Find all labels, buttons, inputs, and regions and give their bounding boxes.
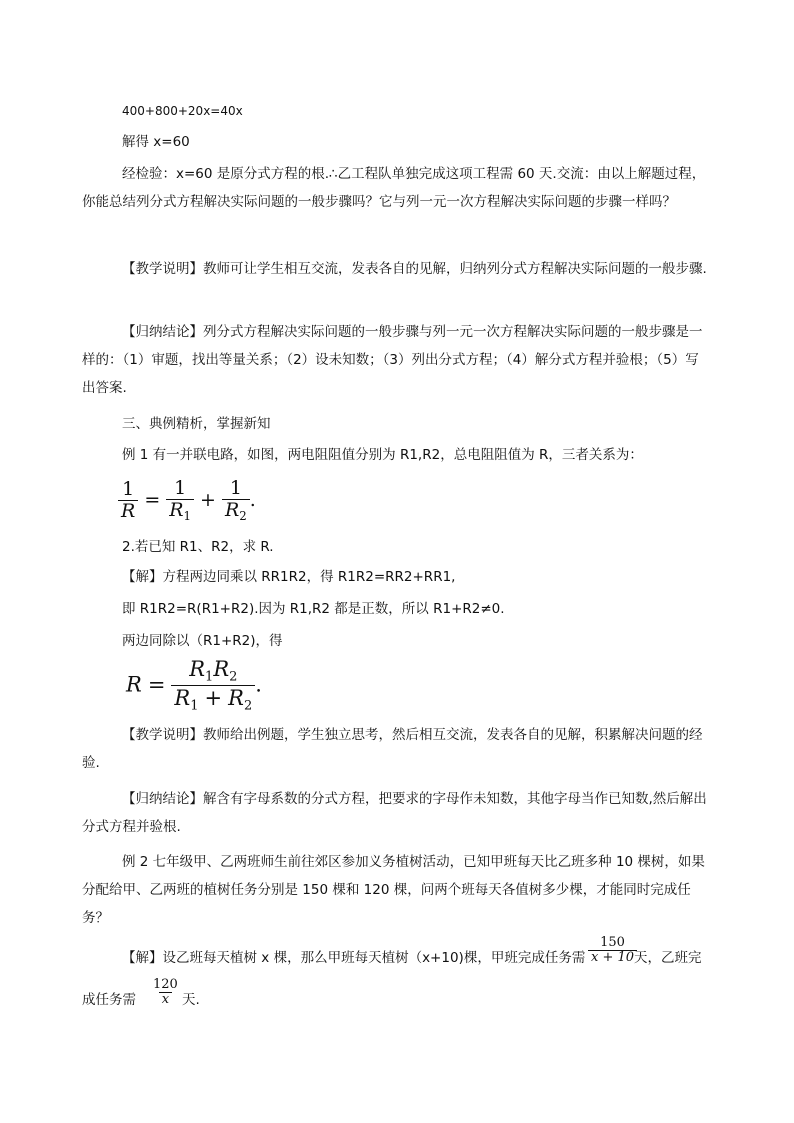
example-2-solution-line-1-tail: 天，乙班完	[634, 950, 702, 966]
teaching-note-2-paragraph: 【教学说明】教师给出例题，学生独立思考，然后相互交流，发表各自的见解，积累解决问题的经验.	[82, 727, 703, 771]
fraction-1-over-r: $\frac{1}{R}$	[118, 479, 138, 523]
example-2-solution-line-1: 【解】设乙班每天植树 x 棵，那么甲班每天植树（x+10)棵，甲班完成任务需	[122, 950, 586, 966]
solution-step-2: 即 R1R2=R(R1+R2).因为 R1,R2 都是正数，所以 R1+R2≠0.	[122, 601, 505, 617]
example-2-solution-line-2: 成任务需	[82, 992, 136, 1008]
example-2-solution-line-2-tail: 天.	[182, 992, 200, 1008]
example-2-text: 例 2 七年级甲、乙两班师生前往郊区参加义务植树活动，已知甲班每天比乙班多种 10 棵树，如果分配给甲、乙两班的植树任务分别是 150 棵和 120 棵，问两个班每天各值树多少棵，才能同时完成任务？	[82, 854, 705, 926]
equation-line: 400+800+20x=40x	[122, 104, 243, 118]
fraction-1-over-r2: $\frac{1}{R_2}$	[222, 478, 250, 524]
conclusion-2-paragraph: 【归纳结论】解含有字母系数的分式方程，把要求的字母作未知数，其他字母当作已知数,然后解出分式方程并验根.	[82, 791, 707, 835]
verification-paragraph: 经检验：x=60 是原分式方程的根.∴乙工程队单独完成这项工程需 60 天.交流：由以上解题过程，你能总结列分式方程解决实际问题的一般步骤吗？它与列一元一次方程解决实际问题的步骤一样吗？	[82, 166, 706, 210]
example-1-question: 2.若已知 R1、R2，求 R.	[122, 539, 274, 555]
fraction-1-over-r1: $\frac{1}{R_1}$	[166, 478, 194, 524]
fraction-r1r2-over-sum: $\frac{R_1R_2}{R_1 + R_2}$	[171, 658, 255, 714]
solution-step-3: 两边同除以（R1+R2)，得	[122, 633, 283, 649]
formula-parallel-resistance: $\frac{1}{R}$ = $\frac{1}{R_1}$ + $\frac{1}{R_2}$ .	[118, 478, 256, 524]
teaching-note-paragraph: 【教学说明】教师可让学生相互交流，发表各自的见解，归纳列分式方程解决实际问题的一般步骤.	[122, 261, 707, 277]
formula-total-resistance: R = $\frac{R_1R_2}{R_1 + R_2}$ .	[126, 657, 262, 714]
solution-line: 解得 x=60	[122, 134, 190, 150]
fraction-120-over-x: $\frac{120}{x}$	[153, 977, 178, 1008]
solution-step-1: 【解】方程两边同乘以 RR1R2，得 R1R2=RR2+RR1,	[122, 569, 456, 585]
example-1-text: 例 1 有一并联电路，如图，两电阻阻值分别为 R1,R2，总电阻阻值为 R，三者关系为：	[122, 447, 643, 463]
conclusion-paragraph: 【归纳结论】列分式方程解决实际问题的一般步骤与列一元一次方程解决实际问题的一般步骤是一样的：（1）审题，找出等量关系；（2）设未知数；（3）列出分式方程；（4）解分式方程并验根；（5）写出答案.	[82, 324, 703, 396]
fraction-150-over-x-plus-10: $\frac{150}{x + 10}$	[588, 936, 637, 966]
section-heading: 三、典例精析，掌握新知	[122, 416, 271, 432]
